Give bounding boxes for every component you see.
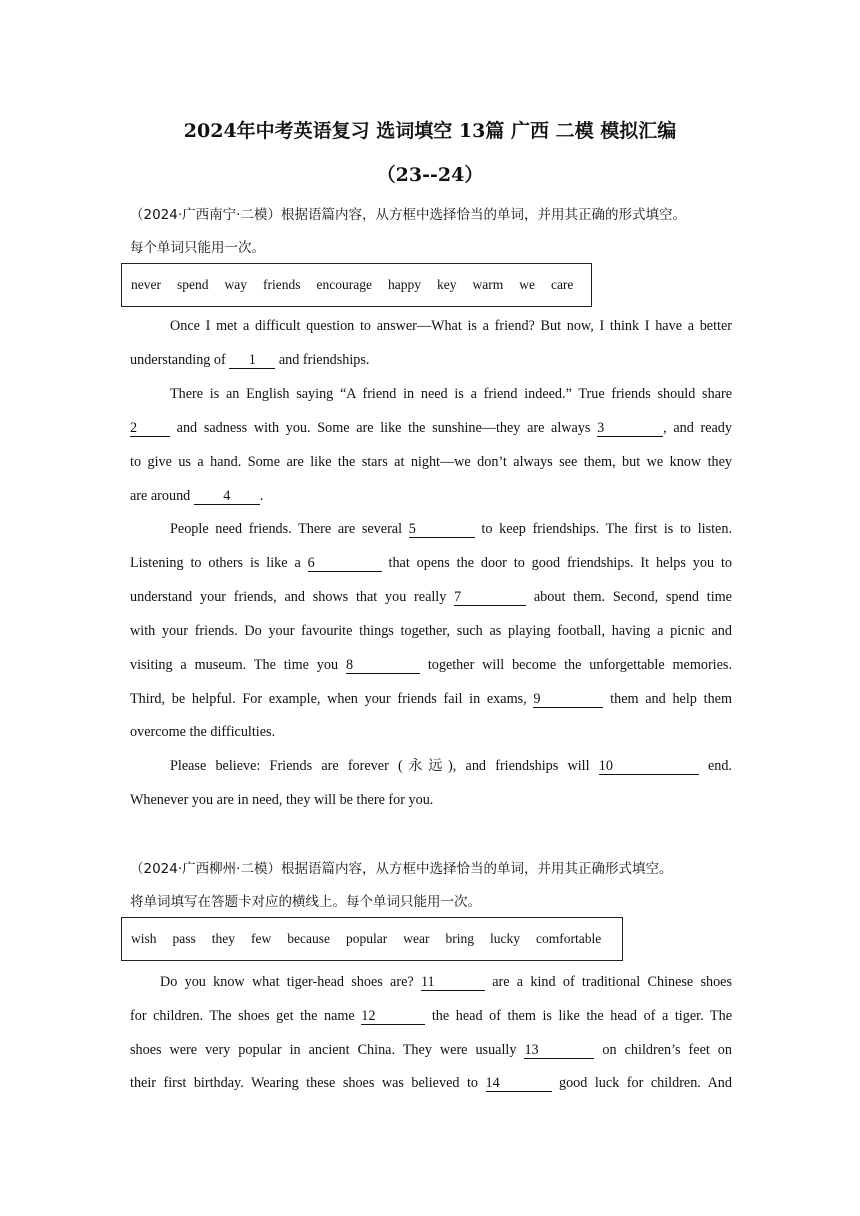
s1-word-1: never [131, 277, 161, 292]
s1-word-box [121, 263, 592, 307]
page-title: 2024年中考英语复习 选词填空 13篇 广西 二模 模拟汇编 [183, 120, 677, 142]
s2-instruction-line1: （2024·广西柳州·二模）根据语篇内容，从方框中选择恰当的单词，并用其正确形式填空。 [130, 861, 673, 877]
blank-14[interactable]: 14 [486, 1075, 552, 1092]
blank-2[interactable]: 2 [130, 420, 170, 437]
s2-word-8: bring [445, 931, 474, 946]
s2-instruction-line2: 将单词填写在答题卡对应的横线上。每个单词只能用一次。 [130, 894, 481, 910]
s1-word-6: happy [387, 277, 421, 292]
s1-p3-line5: visiting a museum. The time you 8 together will become the unforgettable memories. [130, 657, 732, 673]
s1-word-3: way [224, 277, 247, 292]
blank-9[interactable]: 9 [533, 691, 603, 708]
blank-10[interactable]: 10 [599, 758, 699, 775]
blank-1[interactable]: 1 [229, 352, 275, 369]
s2-word-9: lucky [489, 931, 520, 946]
s2-word-7: wear [403, 931, 430, 946]
s1-p3-line6: Third, be helpful. For example, when your friends fail in exams, 9 them and help them [130, 691, 732, 707]
s1-p3-line1: People need friends. There are several 5 to keep friendships. The first is to listen. [170, 521, 732, 537]
s1-instruction-line1: （2024·广西南宁·二模）根据语篇内容，从方框中选择恰当的单词，并用其正确的形式填空。 [130, 207, 686, 223]
s1-p3-line2: Listening to others is like a 6 that opens the door to good friendships. It helps you to [130, 555, 732, 571]
s2-p1-line3: shoes were very popular in ancient China. They were usually 13 on children’s feet on [130, 1042, 732, 1058]
blank-3[interactable]: 3 [597, 420, 663, 437]
s2-word-5: because [287, 931, 330, 946]
s2-p1-line1: Do you know what tiger-head shoes are? 11 are a kind of traditional Chinese shoes [160, 974, 733, 990]
s1-p2-line4: are around 4 . [130, 488, 264, 504]
s2-word-2: pass [172, 931, 196, 946]
s1-p2-line2: 2 and sadness with you. Some are like the sunshine—they are always 3 , and ready [130, 420, 732, 436]
s2-word-3: they [211, 931, 236, 946]
s1-p2-line1: There is an English saying “A friend in need is a friend indeed.” True friends should share [170, 386, 732, 402]
s2-word-1: wish [131, 931, 157, 946]
s1-p2-line3: to give us a hand. Some are like the stars at night—we don’t always see them, but we know they [130, 454, 732, 470]
page-subtitle: （23--24） [376, 164, 484, 186]
s1-p4-line1: Please believe: Friends are forever (永远), and friendships will 10 end. [170, 758, 732, 774]
blank-4[interactable]: 4 [194, 488, 260, 505]
s2-word-6: popular [346, 931, 388, 946]
s1-p1-line1: Once I met a difficult question to answer—What is a friend? But now, I think I have a better [170, 318, 732, 334]
s1-p3-line3: understand your friends, and shows that you really 7 about them. Second, spend time [130, 589, 732, 605]
s1-word-2: spend [176, 277, 209, 292]
s1-word-7: key [436, 277, 457, 292]
s2-word-4: few [251, 931, 272, 946]
s2-word-box [121, 917, 623, 961]
blank-11[interactable]: 11 [421, 974, 485, 991]
s1-instruction-line2: 每个单词只能用一次。 [130, 240, 265, 256]
blank-7[interactable]: 7 [454, 589, 526, 606]
s1-p1-line2: understanding of 1 and friendships. [130, 352, 370, 368]
s2-p1-line4: their first birthday. Wearing these shoes was believed to 14 good luck for children. And [130, 1075, 732, 1091]
s1-word-10: care [550, 277, 574, 292]
s1-word-5: encourage [316, 277, 372, 292]
blank-12[interactable]: 12 [361, 1008, 425, 1025]
s2-p1-line2: for children. The shoes get the name 12 the head of them is like the head of a tiger. The [130, 1008, 732, 1024]
s1-p4-line2: Whenever you are in need, they will be there for you. [130, 792, 434, 808]
blank-6[interactable]: 6 [308, 555, 382, 572]
s1-p3-line7: overcome the difficulties. [130, 724, 276, 740]
s1-p3-line4: with your friends. Do your favourite things together, such as playing football, having a picnic and [130, 623, 732, 639]
s1-word-4: friends [262, 277, 301, 292]
s1-word-9: we [519, 277, 535, 292]
s2-word-10: comfortable [535, 931, 602, 946]
blank-8[interactable]: 8 [346, 657, 420, 674]
blank-5[interactable]: 5 [409, 521, 475, 538]
blank-13[interactable]: 13 [524, 1042, 594, 1059]
s1-word-8: warm [472, 277, 504, 292]
